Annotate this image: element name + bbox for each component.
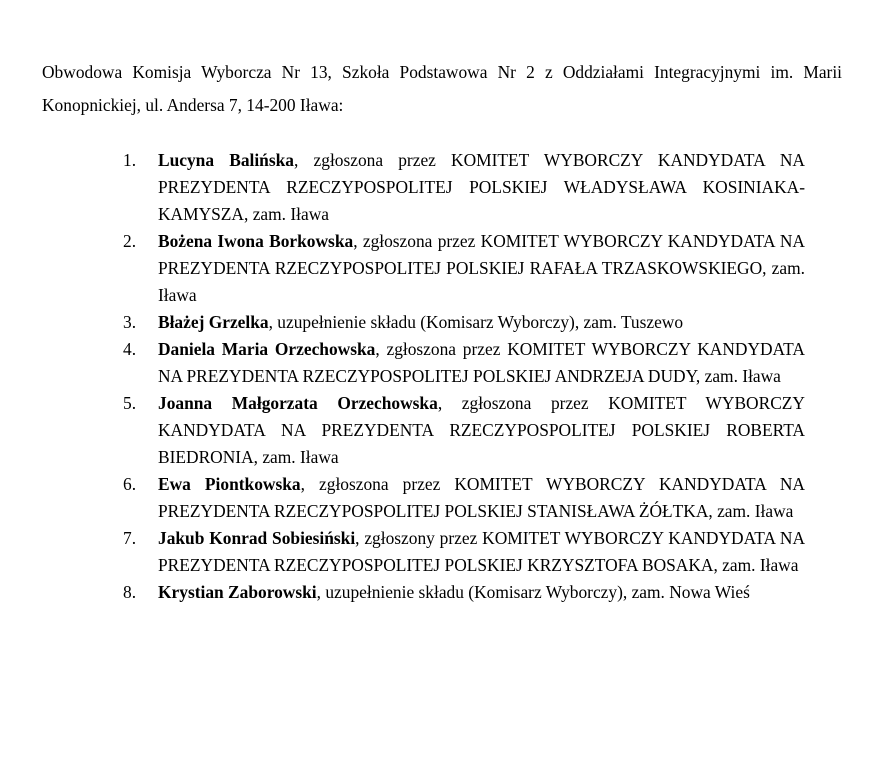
member-name: Ewa Piontkowska bbox=[158, 474, 301, 494]
member-name: Joanna Małgorzata Orzechowska bbox=[158, 393, 438, 413]
item-number: 1. bbox=[123, 150, 137, 170]
member-name: Lucyna Balińska bbox=[158, 150, 294, 170]
item-number: 4. bbox=[123, 339, 137, 359]
list-item bbox=[0, 525, 805, 579]
list-item bbox=[0, 147, 805, 228]
item-number: 7. bbox=[123, 528, 137, 548]
member-details: , uzupełnienie składu (Komisarz Wyborczy), zam. Tuszewo bbox=[268, 312, 684, 332]
member-list bbox=[0, 147, 885, 606]
list-item bbox=[0, 336, 805, 390]
item-number: 5. bbox=[123, 393, 137, 413]
member-details: , zgłoszona przez KOMITET WYBORCZY KANDYDATA NA PREZYDENTA RZECZYPOSPOLITEJ POLSKIEJ RAFAŁA TRZASKOWSKIEGO, zam. Iława bbox=[158, 231, 805, 305]
list-item bbox=[0, 390, 805, 471]
item-number: 8. bbox=[123, 582, 137, 602]
list-item bbox=[0, 309, 805, 336]
list-item bbox=[0, 579, 805, 606]
item-number: 6. bbox=[123, 474, 137, 494]
member-details: , zgłoszona przez KOMITET WYBORCZY KANDYDATA NA PREZYDENTA RZECZYPOSPOLITEJ POLSKIEJ STANISŁAWA ŻÓŁTKA, zam. Iława bbox=[158, 474, 805, 521]
member-name: Błażej Grzelka bbox=[158, 312, 269, 332]
commission-header: Obwodowa Komisja Wyborcza Nr 13, Szkoła Podstawowa Nr 2 z Oddziałami Integracyjnymi im. Marii Konopnickiej, ul. Andersa 7, 14-200 Iława: bbox=[42, 62, 842, 115]
item-number: 2. bbox=[123, 231, 137, 251]
member-name: Daniela Maria Orzechowska bbox=[158, 339, 376, 359]
member-details: , zgłoszona przez KOMITET WYBORCZY KANDYDATA NA PREZYDENTA RZECZYPOSPOLITEJ POLSKIEJ ANDRZEJA DUDY, zam. Iława bbox=[158, 339, 805, 386]
item-number: 3. bbox=[123, 312, 137, 332]
member-details: , zgłoszona przez KOMITET WYBORCZY KANDYDATA NA PREZYDENTA RZECZYPOSPOLITEJ POLSKIEJ ROBERTA BIEDRONIA, zam. Iława bbox=[158, 393, 805, 467]
member-details: , zgłoszony przez KOMITET WYBORCZY KANDYDATA NA PREZYDENTA RZECZYPOSPOLITEJ POLSKIEJ KRZYSZTOFA BOSAKA, zam. Iława bbox=[158, 528, 806, 575]
member-name: Krystian Zaborowski bbox=[158, 582, 317, 602]
list-item bbox=[0, 228, 805, 309]
member-name: Jakub Konrad Sobiesiński bbox=[158, 528, 356, 548]
list-item bbox=[0, 471, 805, 525]
member-details: , uzupełnienie składu (Komisarz Wyborczy), zam. Nowa Wieś bbox=[316, 582, 750, 602]
member-name: Bożena Iwona Borkowska bbox=[158, 231, 354, 251]
member-details: , zgłoszona przez KOMITET WYBORCZY KANDYDATA NA PREZYDENTA RZECZYPOSPOLITEJ POLSKIEJ WŁADYSŁAWA KOSINIAKA-KAMYSZA, zam. Iława bbox=[158, 150, 805, 224]
